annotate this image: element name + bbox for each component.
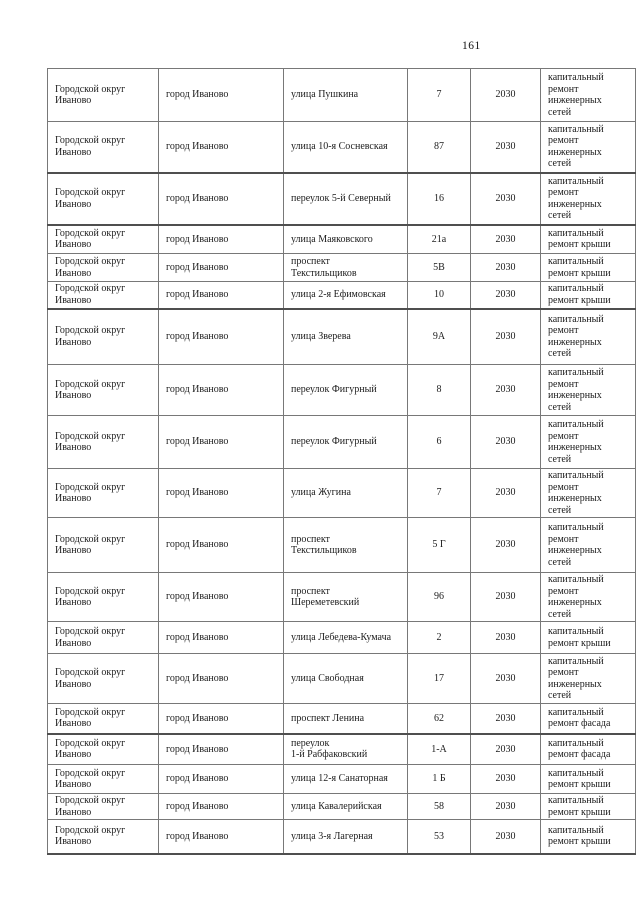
cell-work: капитальный ремонт инженерных сетей <box>541 122 636 173</box>
cell-year: 2030 <box>471 734 541 765</box>
cell-street: переулок 5-й Северный <box>284 173 408 225</box>
cell-street: проспект Текстильщиков <box>284 518 408 573</box>
table-row <box>48 518 636 573</box>
cell-district: Городской округ Иваново <box>48 69 159 122</box>
table-row <box>48 173 636 225</box>
cell-house: 53 <box>408 820 471 854</box>
cell-work: капитальный ремонт инженерных сетей <box>541 469 636 518</box>
table-row <box>48 122 636 173</box>
table-row <box>48 765 636 794</box>
cell-year: 2030 <box>471 309 541 365</box>
cell-house: 87 <box>408 122 471 173</box>
cell-work: капитальный ремонт крыши <box>541 225 636 254</box>
cell-district: Городской округ Иваново <box>48 794 159 820</box>
cell-work: капитальный ремонт инженерных сетей <box>541 416 636 469</box>
cell-work: капитальный ремонт фасада <box>541 734 636 765</box>
cell-street: улица 12-я Санаторная <box>284 765 408 794</box>
cell-street: улица Лебедева-Кумача <box>284 622 408 654</box>
cell-district: Городской округ Иваново <box>48 122 159 173</box>
table-row <box>48 282 636 309</box>
cell-house: 58 <box>408 794 471 820</box>
cell-city: город Иваново <box>159 765 284 794</box>
cell-street: улица 10-я Сосневская <box>284 122 408 173</box>
cell-city: город Иваново <box>159 573 284 622</box>
cell-district: Городской округ Иваново <box>48 173 159 225</box>
page-number: 161 <box>462 40 481 52</box>
cell-street: переулок 1-й Рабфаковский <box>284 734 408 765</box>
cell-district: Городской округ Иваново <box>48 365 159 416</box>
cell-house: 96 <box>408 573 471 622</box>
cell-year: 2030 <box>471 573 541 622</box>
table-row <box>48 573 636 622</box>
cell-street: улица 2-я Ефимовская <box>284 282 408 309</box>
cell-street: переулок Фигурный <box>284 365 408 416</box>
table-row <box>48 416 636 469</box>
table-row <box>48 704 636 734</box>
cell-work: капитальный ремонт крыши <box>541 765 636 794</box>
cell-house: 8 <box>408 365 471 416</box>
cell-city: город Иваново <box>159 820 284 854</box>
table-row <box>48 622 636 654</box>
cell-work: капитальный ремонт инженерных сетей <box>541 573 636 622</box>
cell-house: 1-А <box>408 734 471 765</box>
cell-house: 62 <box>408 704 471 734</box>
cell-city: город Иваново <box>159 469 284 518</box>
cell-work: капитальный ремонт инженерных сетей <box>541 518 636 573</box>
cell-district: Городской округ Иваново <box>48 225 159 254</box>
cell-house: 17 <box>408 654 471 704</box>
cell-year: 2030 <box>471 122 541 173</box>
cell-street: улица 3-я Лагерная <box>284 820 408 854</box>
cell-year: 2030 <box>471 69 541 122</box>
cell-house: 5 Г <box>408 518 471 573</box>
cell-street: проспект Шереметевский <box>284 573 408 622</box>
cell-house: 1 Б <box>408 765 471 794</box>
cell-district: Городской округ Иваново <box>48 654 159 704</box>
cell-city: город Иваново <box>159 173 284 225</box>
cell-city: город Иваново <box>159 518 284 573</box>
cell-house: 21а <box>408 225 471 254</box>
cell-work: капитальный ремонт инженерных сетей <box>541 365 636 416</box>
cell-year: 2030 <box>471 173 541 225</box>
cell-district: Городской округ Иваново <box>48 704 159 734</box>
cell-year: 2030 <box>471 416 541 469</box>
cell-city: город Иваново <box>159 654 284 704</box>
cell-street: улица Жугина <box>284 469 408 518</box>
cell-house: 16 <box>408 173 471 225</box>
cell-house: 5В <box>408 254 471 282</box>
cell-year: 2030 <box>471 282 541 309</box>
cell-year: 2030 <box>471 225 541 254</box>
cell-district: Городской округ Иваново <box>48 282 159 309</box>
cell-street: улица Кавалерийская <box>284 794 408 820</box>
cell-street: проспект Ленина <box>284 704 408 734</box>
table-row <box>48 69 636 122</box>
cell-street: улица Свободная <box>284 654 408 704</box>
table-row <box>48 794 636 820</box>
cell-year: 2030 <box>471 518 541 573</box>
cell-work: капитальный ремонт инженерных сетей <box>541 309 636 365</box>
cell-street: улица Зверева <box>284 309 408 365</box>
table-row <box>48 654 636 704</box>
cell-work: капитальный ремонт крыши <box>541 820 636 854</box>
cell-house: 6 <box>408 416 471 469</box>
table-row <box>48 734 636 765</box>
cell-year: 2030 <box>471 820 541 854</box>
cell-work: капитальный ремонт фасада <box>541 704 636 734</box>
cell-street: проспект Текстильщиков <box>284 254 408 282</box>
cell-year: 2030 <box>471 365 541 416</box>
cell-city: город Иваново <box>159 282 284 309</box>
cell-street: переулок Фигурный <box>284 416 408 469</box>
cell-district: Городской округ Иваново <box>48 416 159 469</box>
cell-year: 2030 <box>471 765 541 794</box>
cell-city: город Иваново <box>159 365 284 416</box>
cell-city: город Иваново <box>159 416 284 469</box>
table-row <box>48 254 636 282</box>
cell-year: 2030 <box>471 704 541 734</box>
cell-district: Городской округ Иваново <box>48 820 159 854</box>
cell-district: Городской округ Иваново <box>48 573 159 622</box>
cell-work: капитальный ремонт крыши <box>541 254 636 282</box>
cell-city: город Иваново <box>159 69 284 122</box>
cell-year: 2030 <box>471 622 541 654</box>
repairs-table <box>47 68 636 855</box>
cell-district: Городской округ Иваново <box>48 765 159 794</box>
cell-city: город Иваново <box>159 254 284 282</box>
cell-house: 10 <box>408 282 471 309</box>
cell-house: 2 <box>408 622 471 654</box>
table-row <box>48 820 636 854</box>
cell-city: город Иваново <box>159 122 284 173</box>
cell-district: Городской округ Иваново <box>48 734 159 765</box>
cell-year: 2030 <box>471 794 541 820</box>
table-row <box>48 365 636 416</box>
cell-work: капитальный ремонт инженерных сетей <box>541 69 636 122</box>
cell-city: город Иваново <box>159 794 284 820</box>
cell-street: улица Маяковского <box>284 225 408 254</box>
cell-city: город Иваново <box>159 225 284 254</box>
cell-year: 2030 <box>471 469 541 518</box>
cell-work: капитальный ремонт крыши <box>541 794 636 820</box>
cell-house: 9А <box>408 309 471 365</box>
cell-work: капитальный ремонт крыши <box>541 622 636 654</box>
cell-city: город Иваново <box>159 734 284 765</box>
table-row <box>48 225 636 254</box>
table-row <box>48 309 636 365</box>
cell-house: 7 <box>408 69 471 122</box>
cell-district: Городской округ Иваново <box>48 254 159 282</box>
cell-year: 2030 <box>471 254 541 282</box>
cell-work: капитальный ремонт крыши <box>541 282 636 309</box>
cell-house: 7 <box>408 469 471 518</box>
cell-year: 2030 <box>471 654 541 704</box>
table-row <box>48 469 636 518</box>
cell-district: Городской округ Иваново <box>48 518 159 573</box>
cell-city: город Иваново <box>159 622 284 654</box>
cell-work: капитальный ремонт инженерных сетей <box>541 654 636 704</box>
cell-district: Городской округ Иваново <box>48 622 159 654</box>
cell-district: Городской округ Иваново <box>48 469 159 518</box>
cell-street: улица Пушкина <box>284 69 408 122</box>
cell-district: Городской округ Иваново <box>48 309 159 365</box>
cell-work: капитальный ремонт инженерных сетей <box>541 173 636 225</box>
cell-city: город Иваново <box>159 704 284 734</box>
cell-city: город Иваново <box>159 309 284 365</box>
